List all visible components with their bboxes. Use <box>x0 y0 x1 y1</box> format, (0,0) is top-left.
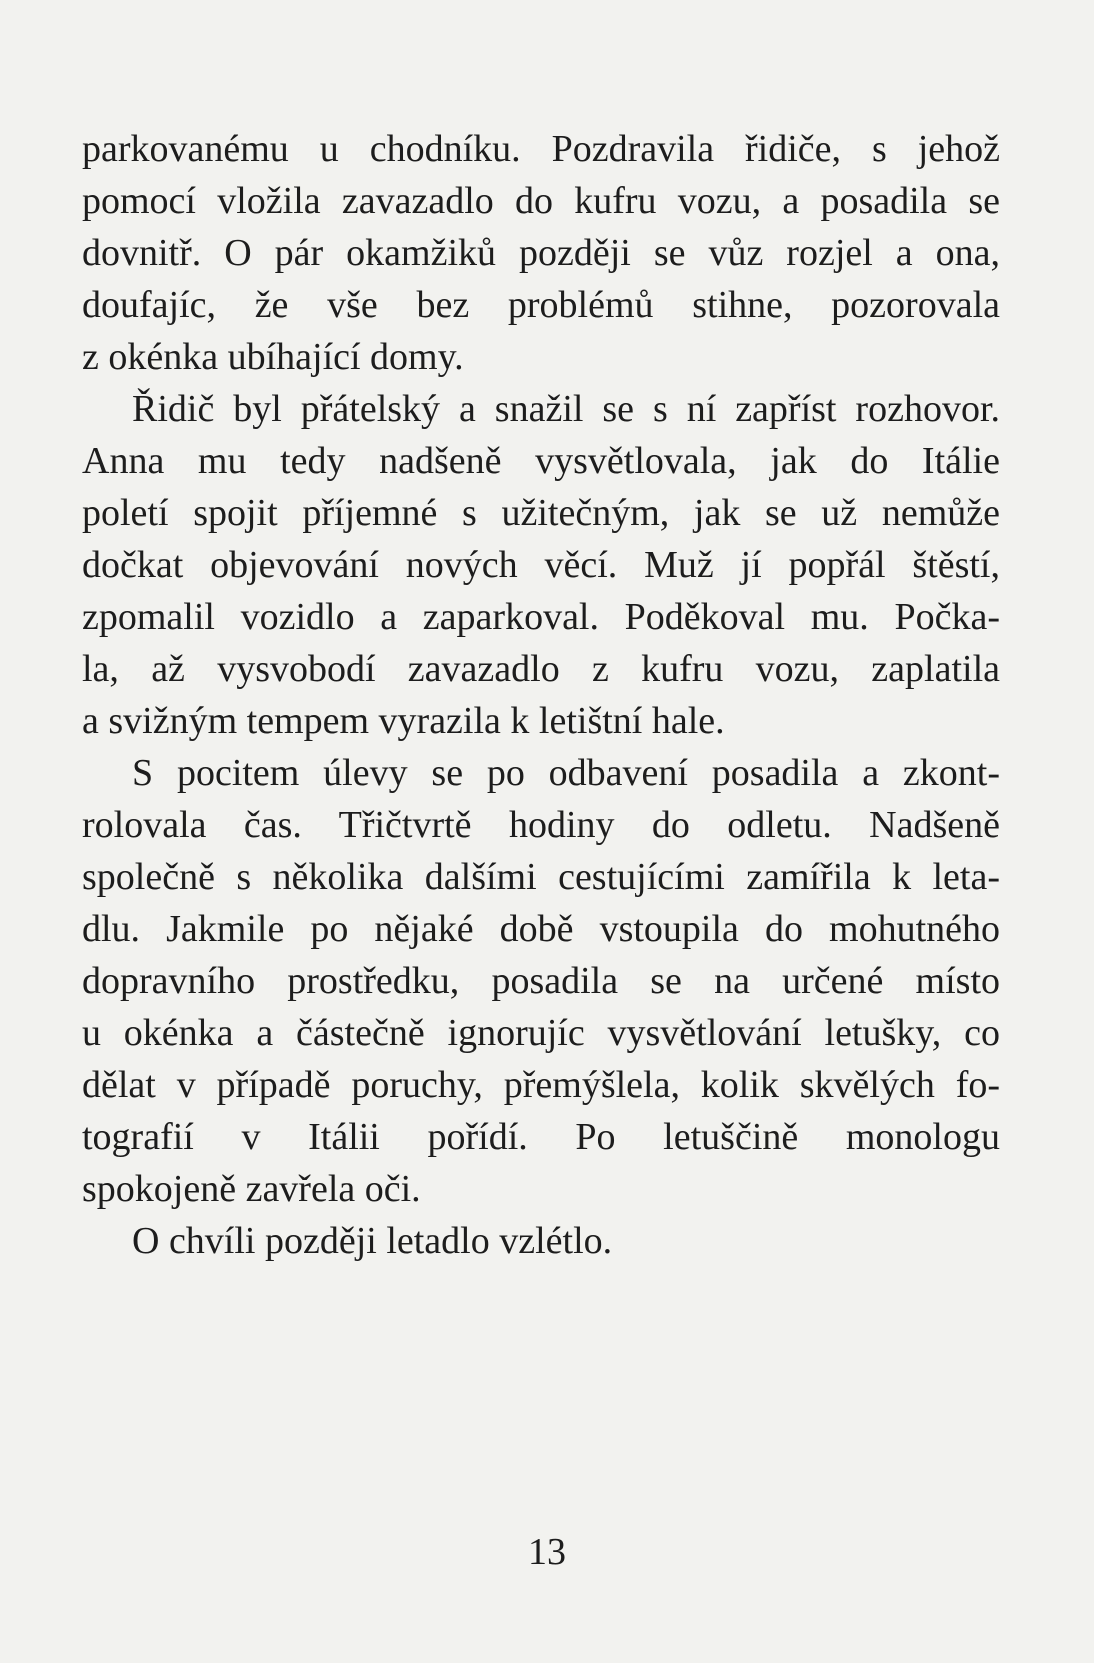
text-line: Anna mu tedy nadšeně vysvětlovala, jak do Itálie <box>82 440 1000 482</box>
text-line: z okénka ubíhající domy. <box>82 336 464 378</box>
text-line: S pocitem úlevy se po odbavení posadila a zkont- <box>132 752 1000 794</box>
text-line: dělat v případě poruchy, přemýšlela, kolik skvělých fo- <box>82 1064 1000 1106</box>
text-line: pomocí vložila zavazadlo do kufru vozu, a posadila se <box>82 180 1000 222</box>
text-line: spokojeně zavřela oči. <box>82 1168 421 1210</box>
text-line: u okénka a částečně ignorujíc vysvětlování letušky, co <box>82 1012 1000 1054</box>
text-line: rolovala čas. Třičtvrtě hodiny do odletu. Nadšeně <box>82 804 1000 846</box>
text-line: dovnitř. O pár okamžiků později se vůz rozjel a ona, <box>82 232 1000 274</box>
text-line: Řidič byl přátelský a snažil se s ní zapříst rozhovor. <box>132 388 1000 430</box>
text-line: tografií v Itálii pořídí. Po letuščině monologu <box>82 1116 1000 1158</box>
text-line: doufajíc, že vše bez problémů stihne, pozorovala <box>82 284 1000 326</box>
text-line: la, až vysvobodí zavazadlo z kufru vozu, zaplatila <box>82 648 1000 690</box>
text-line: O chvíli později letadlo vzlétlo. <box>132 1220 613 1262</box>
text-line: poletí spojit příjemné s užitečným, jak se už nemůže <box>82 492 1000 534</box>
body-text <box>82 123 1000 1267</box>
text-line: zpomalil vozidlo a zaparkoval. Poděkoval mu. Počka- <box>82 596 1000 638</box>
text-line: společně s několika dalšími cestujícími zamířila k leta- <box>82 856 1000 898</box>
text-line: a svižným tempem vyrazila k letištní hale. <box>82 700 725 742</box>
text-line: dopravního prostředku, posadila se na určené místo <box>82 960 1000 1002</box>
text-line: dlu. Jakmile po nějaké době vstoupila do mohutného <box>82 908 1000 950</box>
page-number: 13 <box>528 1531 566 1573</box>
text-line: parkovanému u chodníku. Pozdravila řidiče, s jehož <box>82 128 1000 170</box>
text-line: dočkat objevování nových věcí. Muž jí popřál štěstí, <box>82 544 1000 586</box>
